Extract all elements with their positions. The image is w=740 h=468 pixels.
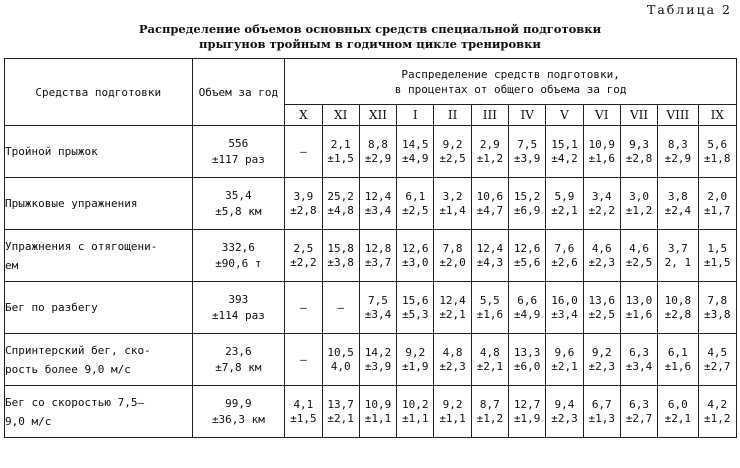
percent-value: 12,4 [364, 189, 392, 203]
percent-cell [471, 334, 508, 386]
percent-value: ±2,2 [588, 203, 615, 217]
percent-value: 3,9 [293, 189, 314, 203]
percent-value: ±1,1 [364, 411, 392, 425]
percent-cell [322, 230, 359, 282]
means-name-line: 9,0 м/с [5, 414, 52, 428]
percent-value: 4,5 [707, 345, 728, 359]
means-name-line: рость более 9,0 м/с [5, 362, 131, 376]
table-row [5, 334, 737, 386]
percent-value: ±1,3 [588, 411, 615, 425]
annual-volume-line: ±36,3 км [211, 412, 265, 426]
percent-cell [620, 334, 657, 386]
percent-value: 13,6 [588, 293, 615, 307]
percent-cell [509, 230, 546, 282]
percent-value: 6,3 [629, 397, 649, 411]
month-header: II [434, 105, 471, 126]
percent-cell [620, 230, 657, 282]
percent-cell [658, 334, 698, 386]
percent-value: — [300, 144, 307, 158]
percent-value: 6,0 [667, 397, 688, 411]
means-name-cell [5, 282, 193, 334]
percent-value: 3,0 [629, 189, 649, 203]
percent-value: 9,6 [554, 345, 575, 359]
percent-value: ±1,6 [664, 359, 692, 373]
percent-cell [322, 126, 359, 178]
percent-cell [658, 282, 698, 334]
annual-volume-line: 99,9 [225, 396, 252, 410]
table-row [5, 386, 737, 438]
percent-value: — [300, 352, 307, 366]
percent-value: ±4,9 [513, 307, 541, 321]
percent-value: 4,6 [591, 241, 612, 255]
percent-value: 10,9 [364, 397, 392, 411]
annual-volume-line: ±114 раз [211, 308, 265, 322]
percent-value: 16,0 [551, 293, 578, 307]
percent-value: 9,2 [405, 345, 426, 359]
header-means: Средства подготовки [5, 59, 193, 126]
percent-value: ±1,1 [402, 411, 429, 425]
percent-value: 5,5 [479, 293, 500, 307]
percent-value: 4,6 [629, 241, 649, 255]
percent-value: ±2,3 [439, 359, 466, 373]
percent-value: ±1,2 [704, 411, 731, 425]
percent-value: ±2,8 [290, 203, 317, 217]
percent-value: 8,8 [368, 137, 388, 151]
percent-value: 12,4 [476, 241, 504, 255]
percent-value: ±2,7 [704, 359, 731, 373]
table-body [5, 126, 737, 438]
percent-cell [509, 282, 546, 334]
percent-cell [397, 334, 434, 386]
percent-cell [658, 386, 698, 438]
percent-value: ±1,2 [476, 411, 504, 425]
percent-cell [434, 334, 471, 386]
percent-cell [583, 230, 620, 282]
annual-volume-line: 35,4 [225, 188, 252, 202]
means-name-line: Тройной прыжок [5, 145, 98, 158]
means-name-line: Бег по разбегу [5, 301, 98, 314]
percent-cell [546, 178, 583, 230]
percent-cell [434, 230, 471, 282]
percent-value: 15,8 [327, 241, 354, 255]
percent-value: 6,1 [667, 345, 688, 359]
percent-value: ±1,5 [327, 151, 354, 165]
percent-cell [698, 334, 736, 386]
month-header: X [285, 105, 322, 126]
percent-value: 5,9 [554, 189, 575, 203]
percent-value: ±2,5 [625, 255, 653, 269]
percent-value: 6,3 [629, 345, 649, 359]
means-name-line: Упражнения с отягощени- [5, 239, 158, 253]
month-header: III [471, 105, 508, 126]
percent-value: ±4,2 [551, 151, 578, 165]
month-header: XI [322, 105, 359, 126]
percent-value: 4,2 [707, 397, 728, 411]
means-name-line: Бег со скоростью 7,5— [5, 395, 145, 409]
percent-cell [322, 178, 359, 230]
percent-value: 6,7 [591, 397, 612, 411]
percent-value: 7,6 [554, 241, 575, 255]
table-row [5, 126, 737, 178]
month-header: V [546, 105, 583, 126]
percent-value: ±5,6 [513, 255, 541, 269]
table-row [5, 282, 737, 334]
percent-cell [583, 282, 620, 334]
header-distribution-line-2: в процентах от общего объема за год [394, 82, 627, 96]
percent-cell [285, 178, 322, 230]
percent-value: ±4,7 [476, 203, 504, 217]
percent-cell [583, 178, 620, 230]
annual-volume-line: ±5,8 км [215, 204, 262, 218]
percent-cell [471, 386, 508, 438]
percent-cell [397, 386, 434, 438]
percent-value: 4,0 [330, 359, 351, 373]
percent-value: ±1,6 [588, 151, 615, 165]
percent-value: ±3,9 [364, 359, 392, 373]
percent-value: 1,5 [707, 241, 728, 255]
percent-value: 2, 1 [664, 255, 692, 269]
percent-value: 15,2 [513, 189, 541, 203]
annual-volume-cell [192, 282, 285, 334]
percent-value: ±1,9 [402, 359, 429, 373]
percent-cell [434, 126, 471, 178]
percent-cell [397, 126, 434, 178]
percent-value: 14,2 [364, 345, 392, 359]
percent-cell [658, 126, 698, 178]
annual-volume-line: 332,6 [221, 240, 255, 254]
percent-value: ±1,2 [476, 151, 504, 165]
percent-cell [509, 126, 546, 178]
percent-cell [397, 178, 434, 230]
means-name-cell [5, 334, 193, 386]
percent-value: 4,8 [442, 345, 463, 359]
annual-volume-line: ±117 раз [211, 152, 265, 166]
percent-value: ±2,3 [588, 255, 615, 269]
percent-value: ±3,8 [704, 307, 731, 321]
percent-cell [359, 282, 396, 334]
percent-value: ±2,6 [551, 255, 578, 269]
percent-value: ±2,5 [439, 151, 466, 165]
percent-cell [583, 386, 620, 438]
percent-value: ±3,0 [402, 255, 429, 269]
percent-value: 12,8 [364, 241, 392, 255]
percent-cell [698, 126, 736, 178]
percent-value: 10,6 [476, 189, 504, 203]
percent-value: 3,2 [442, 189, 463, 203]
percent-value: 9,2 [591, 345, 612, 359]
percent-value: ±2,2 [290, 255, 317, 269]
percent-cell [546, 282, 583, 334]
means-name-cell [5, 386, 193, 438]
percent-value: 13,7 [327, 397, 354, 411]
percent-value: ±3,7 [364, 255, 392, 269]
table-title [0, 22, 740, 52]
percent-value: ±1,8 [704, 151, 731, 165]
percent-cell [583, 126, 620, 178]
percent-value: 2,5 [293, 241, 314, 255]
percent-cell [434, 282, 471, 334]
header-annual-volume: Объем за год [192, 59, 285, 126]
percent-value: ±3,8 [327, 255, 354, 269]
percent-value: 3,8 [667, 189, 688, 203]
percent-cell [471, 178, 508, 230]
percent-value: ±6,9 [513, 203, 541, 217]
month-header: IV [509, 105, 546, 126]
percent-cell [546, 386, 583, 438]
percent-value: ±2,7 [625, 411, 653, 425]
percent-cell [471, 230, 508, 282]
percent-value: 14,5 [402, 137, 429, 151]
annual-volume-line: ±90,6 т [215, 256, 262, 270]
means-name-cell [5, 126, 193, 178]
percent-cell [698, 282, 736, 334]
percent-value: 7,8 [442, 241, 463, 255]
percent-value: 13,0 [625, 293, 653, 307]
annual-volume-cell [192, 126, 285, 178]
percent-value: 4,1 [293, 397, 314, 411]
percent-cell [471, 126, 508, 178]
percent-value: ±2,1 [327, 411, 354, 425]
percent-value: ±2,9 [364, 151, 392, 165]
training-distribution-table [4, 58, 737, 438]
means-name-cell [5, 178, 193, 230]
percent-value: 15,6 [402, 293, 429, 307]
percent-cell [546, 126, 583, 178]
percent-value: ±2,1 [551, 203, 578, 217]
percent-value: ±2,5 [402, 203, 429, 217]
percent-cell [359, 334, 396, 386]
header-distribution-line-1: Распределение средств подготовки, [401, 67, 620, 81]
percent-value: 3,4 [591, 189, 612, 203]
percent-value: ±4,9 [402, 151, 429, 165]
percent-cell [322, 282, 359, 334]
percent-value: 9,2 [442, 137, 463, 151]
percent-cell [658, 230, 698, 282]
percent-value: ±1,2 [625, 203, 653, 217]
percent-cell [359, 178, 396, 230]
percent-value: ±2,4 [664, 203, 692, 217]
percent-value: ±1,6 [476, 307, 504, 321]
percent-value: 15,1 [551, 137, 578, 151]
percent-value: ±3,4 [364, 307, 392, 321]
percent-value: 10,9 [588, 137, 615, 151]
percent-value: ±2,9 [664, 151, 692, 165]
percent-value: 2,9 [479, 137, 500, 151]
table-row [5, 230, 737, 282]
percent-value: 9,3 [629, 137, 649, 151]
percent-cell [698, 178, 736, 230]
percent-value: ±3,4 [625, 359, 653, 373]
percent-value: ±2,1 [439, 307, 466, 321]
percent-cell [285, 126, 322, 178]
percent-value: ±1,5 [704, 255, 731, 269]
percent-value: 7,5 [368, 293, 388, 307]
annual-volume-line: ±7,8 км [215, 360, 262, 374]
percent-value: 3,7 [667, 241, 688, 255]
percent-cell [509, 386, 546, 438]
percent-cell [583, 334, 620, 386]
means-name-line: ем [5, 258, 19, 272]
percent-value: ±2,3 [588, 359, 615, 373]
percent-cell [620, 282, 657, 334]
percent-cell [285, 334, 322, 386]
percent-value: 2,0 [707, 189, 728, 203]
percent-cell [620, 386, 657, 438]
percent-cell [434, 386, 471, 438]
percent-value: 25,2 [327, 189, 354, 203]
percent-value: 12,7 [513, 397, 541, 411]
percent-cell [397, 282, 434, 334]
percent-value: ±6,0 [513, 359, 541, 373]
percent-value: 12,4 [439, 293, 466, 307]
table-row [5, 178, 737, 230]
percent-value: 8,7 [479, 397, 500, 411]
percent-value: ±1,1 [439, 411, 466, 425]
table-title-line-1: Распределение объемов основных средств специальной подготовки [138, 22, 602, 36]
percent-value: ±2,8 [625, 151, 653, 165]
annual-volume-cell [192, 230, 285, 282]
percent-cell [322, 386, 359, 438]
percent-value: 9,4 [554, 397, 575, 411]
percent-cell [359, 386, 396, 438]
table-title-line-2: прыгунов тройным в годичном цикле тренировки [199, 37, 541, 51]
annual-volume-line: 23,6 [225, 344, 252, 358]
percent-value: ±1,4 [439, 203, 466, 217]
percent-cell [285, 386, 322, 438]
percent-value: 5,6 [707, 137, 728, 151]
percent-value: ±2,1 [551, 359, 578, 373]
month-header: IX [698, 105, 736, 126]
percent-value: 7,5 [517, 137, 538, 151]
percent-value: ±1,9 [513, 411, 541, 425]
percent-cell [322, 334, 359, 386]
percent-cell [285, 230, 322, 282]
percent-value: ±4,3 [476, 255, 504, 269]
percent-cell [546, 230, 583, 282]
percent-cell [698, 230, 736, 282]
percent-value: 12,6 [402, 241, 429, 255]
table-number-label: Таблица 2 [646, 2, 732, 17]
percent-cell [658, 178, 698, 230]
percent-value: 9,2 [442, 397, 463, 411]
percent-value: ±2,8 [664, 307, 692, 321]
percent-cell [509, 334, 546, 386]
means-name-line: Прыжковые упражнения [5, 197, 138, 210]
percent-value: — [337, 300, 344, 314]
percent-value: ±3,4 [364, 203, 392, 217]
percent-cell [397, 230, 434, 282]
percent-value: 10,8 [664, 293, 692, 307]
percent-value: — [300, 300, 307, 314]
means-name-cell [5, 230, 193, 282]
month-header: VII [620, 105, 657, 126]
annual-volume-line: 393 [228, 292, 249, 306]
percent-value: 10,5 [327, 345, 354, 359]
percent-cell [359, 126, 396, 178]
percent-cell [285, 282, 322, 334]
percent-value: ±5,3 [402, 307, 429, 321]
percent-value: ±1,5 [290, 411, 317, 425]
percent-value: ±2,0 [439, 255, 466, 269]
annual-volume-line: 556 [228, 136, 249, 150]
percent-cell [698, 386, 736, 438]
percent-cell [546, 334, 583, 386]
percent-value: 10,2 [402, 397, 429, 411]
percent-value: ±3,4 [551, 307, 578, 321]
percent-value: ±1,7 [704, 203, 731, 217]
percent-value: 2,1 [330, 137, 351, 151]
percent-value: ±2,3 [551, 411, 578, 425]
percent-value: 12,6 [513, 241, 541, 255]
header-distribution [285, 59, 737, 105]
percent-value: 6,1 [405, 189, 426, 203]
percent-value: 7,8 [707, 293, 728, 307]
month-header: VI [583, 105, 620, 126]
month-header: XII [359, 105, 396, 126]
month-header: I [397, 105, 434, 126]
percent-value: 4,8 [479, 345, 500, 359]
percent-cell [620, 126, 657, 178]
percent-value: ±4,8 [327, 203, 354, 217]
month-header: VIII [658, 105, 698, 126]
percent-cell [359, 230, 396, 282]
percent-value: 8,3 [667, 137, 688, 151]
annual-volume-cell [192, 334, 285, 386]
percent-value: 6,6 [517, 293, 538, 307]
percent-value: ±2,1 [476, 359, 504, 373]
annual-volume-cell [192, 386, 285, 438]
percent-value: 13,3 [513, 345, 541, 359]
percent-cell [509, 178, 546, 230]
percent-value: ±2,5 [588, 307, 615, 321]
percent-cell [620, 178, 657, 230]
percent-value: ±3,9 [513, 151, 541, 165]
means-name-line: Спринтерский бег, ско- [5, 343, 151, 357]
annual-volume-cell [192, 178, 285, 230]
percent-cell [471, 282, 508, 334]
percent-value: ±2,1 [664, 411, 692, 425]
percent-cell [434, 178, 471, 230]
percent-value: ±1,6 [625, 307, 653, 321]
